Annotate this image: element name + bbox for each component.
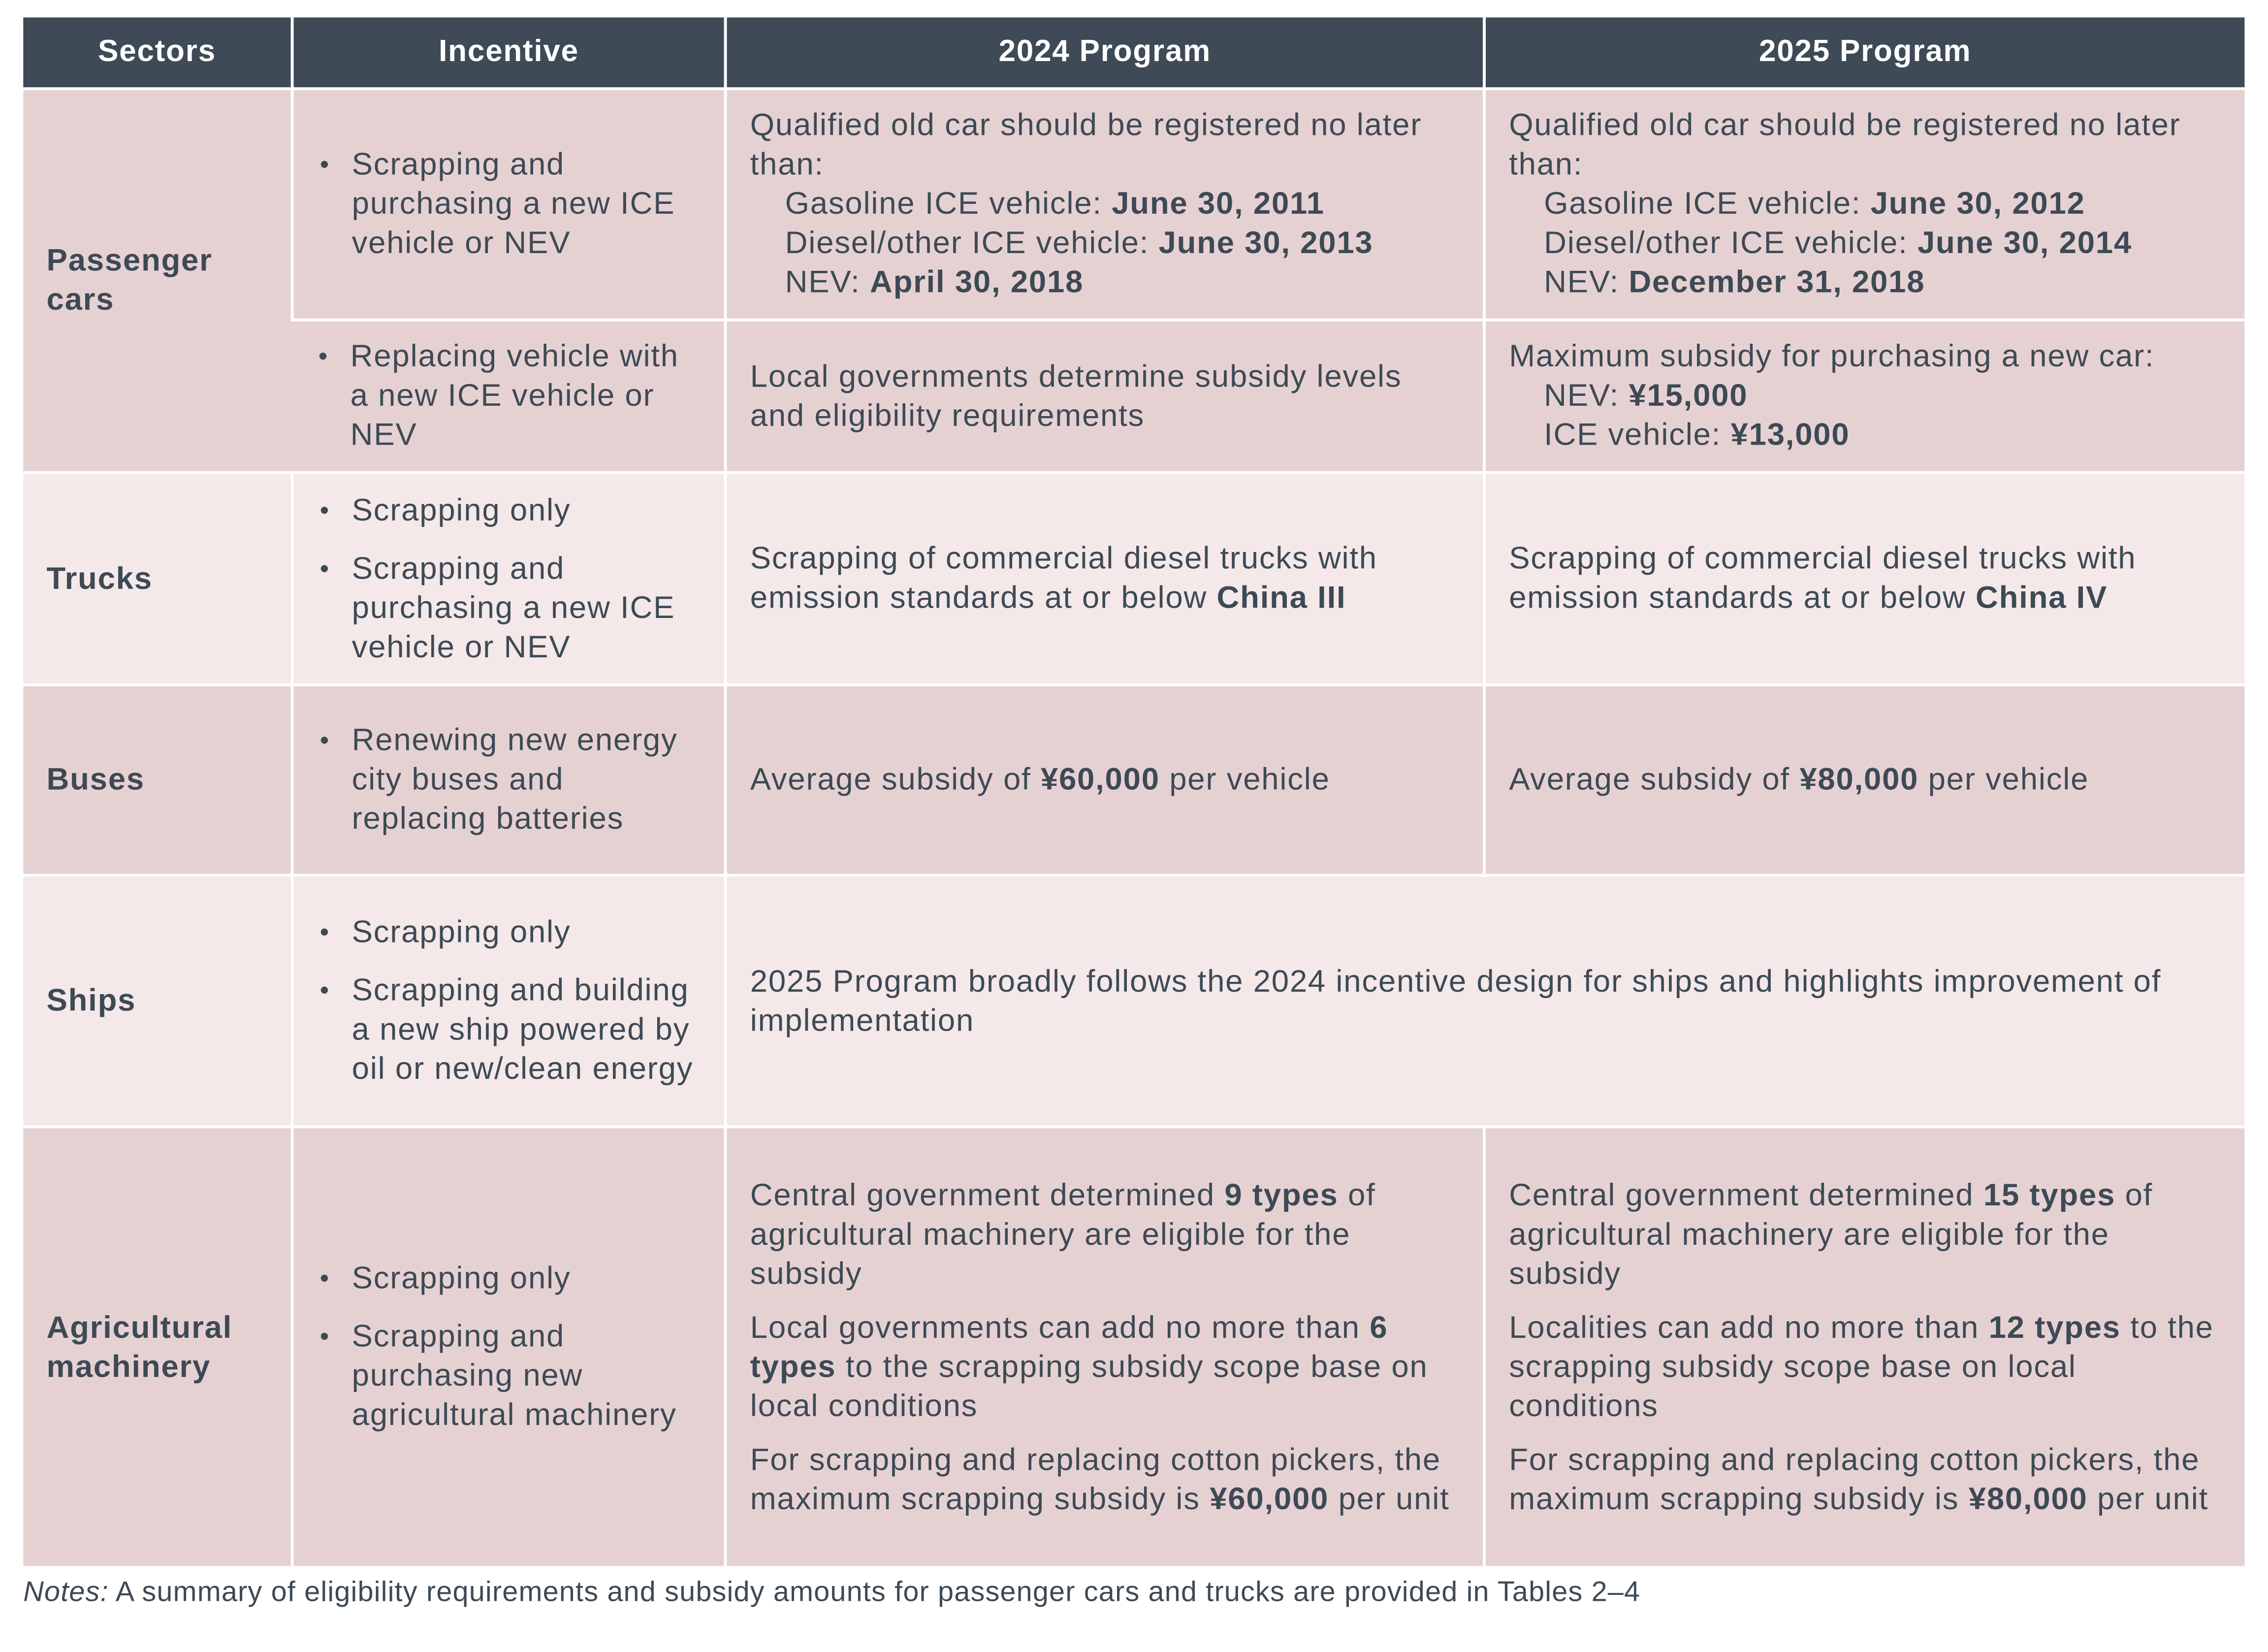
incentive-list: [317, 1259, 701, 1435]
local-government-paragraph: [1509, 1308, 2221, 1425]
incentive-list: [317, 913, 701, 1089]
subsidy-line: [1509, 377, 2221, 416]
paragraph-text: of agricultural machinery are eligible for the subsidy: [750, 1177, 1376, 1291]
subsidy-text: Average subsidy of: [1509, 762, 1800, 797]
registration-line: [1509, 224, 2221, 263]
subsidy-label: NEV:: [1544, 378, 1629, 413]
subsidy-text: per vehicle: [1159, 762, 1330, 797]
program-2025-cell: [1484, 89, 2244, 320]
paragraph-text: For scrapping and replacing cotton pickers, the maximum scrapping subsidy is: [1509, 1441, 2200, 1516]
central-government-paragraph: [750, 1176, 1460, 1294]
program-2025-cell: [1484, 685, 2244, 875]
registration-label: NEV:: [1544, 264, 1629, 300]
header-2025-program: 2025 Program: [1484, 17, 2244, 89]
subsidy-amount: ¥80,000: [1968, 1481, 2088, 1516]
registration-date: June 30, 2012: [1870, 186, 2085, 221]
incentive-item: • Scrapping and purchasing new agricultural machinery: [352, 1317, 701, 1435]
program-2025-cell: [1484, 1127, 2244, 1566]
incentive-item: • Scrapping and purchasing a new ICE vehicle or NEV: [352, 549, 701, 667]
incentive-item: • Renewing new energy city buses and replacing batteries: [352, 721, 701, 839]
table-notes: [23, 1576, 1640, 1610]
incentive-list: [317, 491, 701, 667]
paragraph-text: For scrapping and replacing cotton pickers, the maximum scrapping subsidy is: [750, 1441, 1441, 1516]
incentive-cell: [292, 875, 726, 1127]
subsidy-intro: Maximum subsidy for purchasing a new car:: [1509, 339, 2155, 374]
program-2024-cell: Local governments determine subsidy levels and eligibility requirements: [726, 320, 1484, 473]
type-count: 12 types: [1988, 1309, 2121, 1345]
type-count: 15 types: [1983, 1177, 2116, 1212]
program-2025-cell: [1484, 320, 2244, 473]
incentive-item: • Scrapping only: [352, 913, 701, 952]
subsidy-amount: ¥60,000: [1040, 762, 1160, 797]
registration-line: [750, 185, 1460, 224]
sector-passenger-cars: Passenger cars: [23, 89, 292, 473]
incentive-item: • Scrapping and purchasing a new ICE vehicle or NEV: [352, 145, 701, 263]
registration-date: April 30, 2018: [869, 264, 1084, 300]
notes-label: Notes:: [23, 1576, 109, 1609]
registration-label: Diesel/other ICE vehicle:: [785, 225, 1159, 260]
sector-buses: Buses: [23, 685, 292, 875]
registration-line: [1509, 263, 2221, 302]
program-2024-cell: [726, 685, 1484, 875]
program-2024-cell: [726, 1127, 1484, 1566]
table-row-buses: [23, 685, 2244, 875]
paragraph-text: to the scrapping subsidy scope base on local conditions: [1509, 1309, 2214, 1423]
incentive-item: • Replacing vehicle with a new ICE vehicle or NEV: [351, 337, 701, 455]
paragraph-text: Local governments can add no more than: [750, 1309, 1370, 1345]
sector-ships: Ships: [23, 875, 292, 1127]
subsidy-amount: ¥15,000: [1629, 378, 1748, 413]
incentive-item: • Scrapping only: [352, 491, 701, 530]
table-header-row: [23, 17, 2244, 89]
registration-label: Gasoline ICE vehicle:: [1544, 186, 1871, 221]
incentive-cell: [292, 89, 726, 320]
incentive-list: [317, 721, 701, 839]
central-government-paragraph: [1509, 1176, 2221, 1294]
incentive-cell: [292, 473, 726, 685]
registration-intro: Qualified old car should be registered no later than:: [750, 107, 1422, 182]
type-count: 6 types: [750, 1309, 1388, 1384]
paragraph-text: Central government determined: [1509, 1177, 1983, 1212]
registration-label: Diesel/other ICE vehicle:: [1544, 225, 1917, 260]
program-2025-cell: [1484, 473, 2244, 685]
truck-requirement-text: Scrapping of commercial diesel trucks with emission standards at or below: [750, 541, 1377, 615]
cotton-picker-paragraph: [1509, 1440, 2221, 1519]
table-row-trucks: [23, 473, 2244, 685]
header-2024-program: 2024 Program: [726, 17, 1484, 89]
subsidy-text: per vehicle: [1918, 762, 2089, 797]
sector-trucks: Trucks: [23, 473, 292, 685]
sector-agricultural-machinery: Agricultural machinery: [23, 1127, 292, 1566]
registration-intro: Qualified old car should be registered no later than:: [1509, 107, 2181, 182]
table-row-agricultural-machinery: [23, 1127, 2244, 1566]
subsidy-amount: ¥80,000: [1799, 762, 1919, 797]
registration-date: June 30, 2014: [1917, 225, 2132, 260]
table-row-passenger-cars-2: [23, 320, 2244, 473]
table-row-passenger-cars-1: [23, 89, 2244, 320]
ships-combined-program-cell: 2025 Program broadly follows the 2024 incentive design for ships and highlights improvement of implementation: [726, 875, 2245, 1127]
subsidy-line: [1509, 416, 2221, 455]
incentive-comparison-table: [23, 17, 2244, 1566]
paragraph-text: per unit: [1329, 1481, 1450, 1516]
header-sectors: Sectors: [23, 17, 292, 89]
subsidy-text: Average subsidy of: [750, 762, 1041, 797]
incentive-item: • Scrapping only: [352, 1259, 701, 1298]
header-incentive: Incentive: [292, 17, 726, 89]
paragraph-text: of agricultural machinery are eligible for the subsidy: [1509, 1177, 2153, 1291]
incentive-cell: [292, 685, 726, 875]
notes-text: A summary of eligibility requirements and subsidy amounts for passenger cars and trucks are provided in Tables 2–4: [108, 1576, 1641, 1609]
cotton-picker-paragraph: [750, 1440, 1460, 1519]
registration-line: [1509, 185, 2221, 224]
type-count: 9 types: [1224, 1177, 1339, 1212]
registration-date: June 30, 2013: [1158, 225, 1374, 260]
paragraph-text: per unit: [2087, 1481, 2209, 1516]
paragraph-text: Central government determined: [750, 1177, 1225, 1212]
registration-line: [750, 224, 1460, 263]
incentive-cell: [292, 1127, 726, 1566]
local-government-paragraph: [750, 1308, 1460, 1425]
table-row-ships: [23, 875, 2244, 1127]
registration-label: Gasoline ICE vehicle:: [785, 186, 1112, 221]
registration-line: [750, 263, 1460, 302]
incentive-item: • Scrapping and building a new ship powered by oil or new/clean energy: [352, 972, 701, 1089]
registration-date: June 30, 2011: [1112, 186, 1325, 221]
incentive-list: [317, 145, 701, 263]
program-2024-cell: [726, 89, 1484, 320]
truck-requirement-text: Scrapping of commercial diesel trucks with emission standards at or below: [1509, 541, 2137, 615]
subsidy-amount: ¥60,000: [1210, 1481, 1329, 1516]
emission-standard: China III: [1216, 580, 1346, 615]
incentive-list: [316, 337, 701, 455]
registration-label: NEV:: [785, 264, 870, 300]
subsidy-amount: ¥13,000: [1730, 417, 1850, 453]
paragraph-text: to the scrapping subsidy scope base on local conditions: [750, 1348, 1428, 1423]
subsidy-label: ICE vehicle:: [1544, 417, 1731, 453]
paragraph-text: Localities can add no more than: [1509, 1309, 1989, 1345]
registration-date: December 31, 2018: [1629, 264, 1925, 300]
incentive-cell: [292, 320, 726, 473]
program-2024-cell: [726, 473, 1484, 685]
emission-standard: China IV: [1975, 580, 2108, 615]
